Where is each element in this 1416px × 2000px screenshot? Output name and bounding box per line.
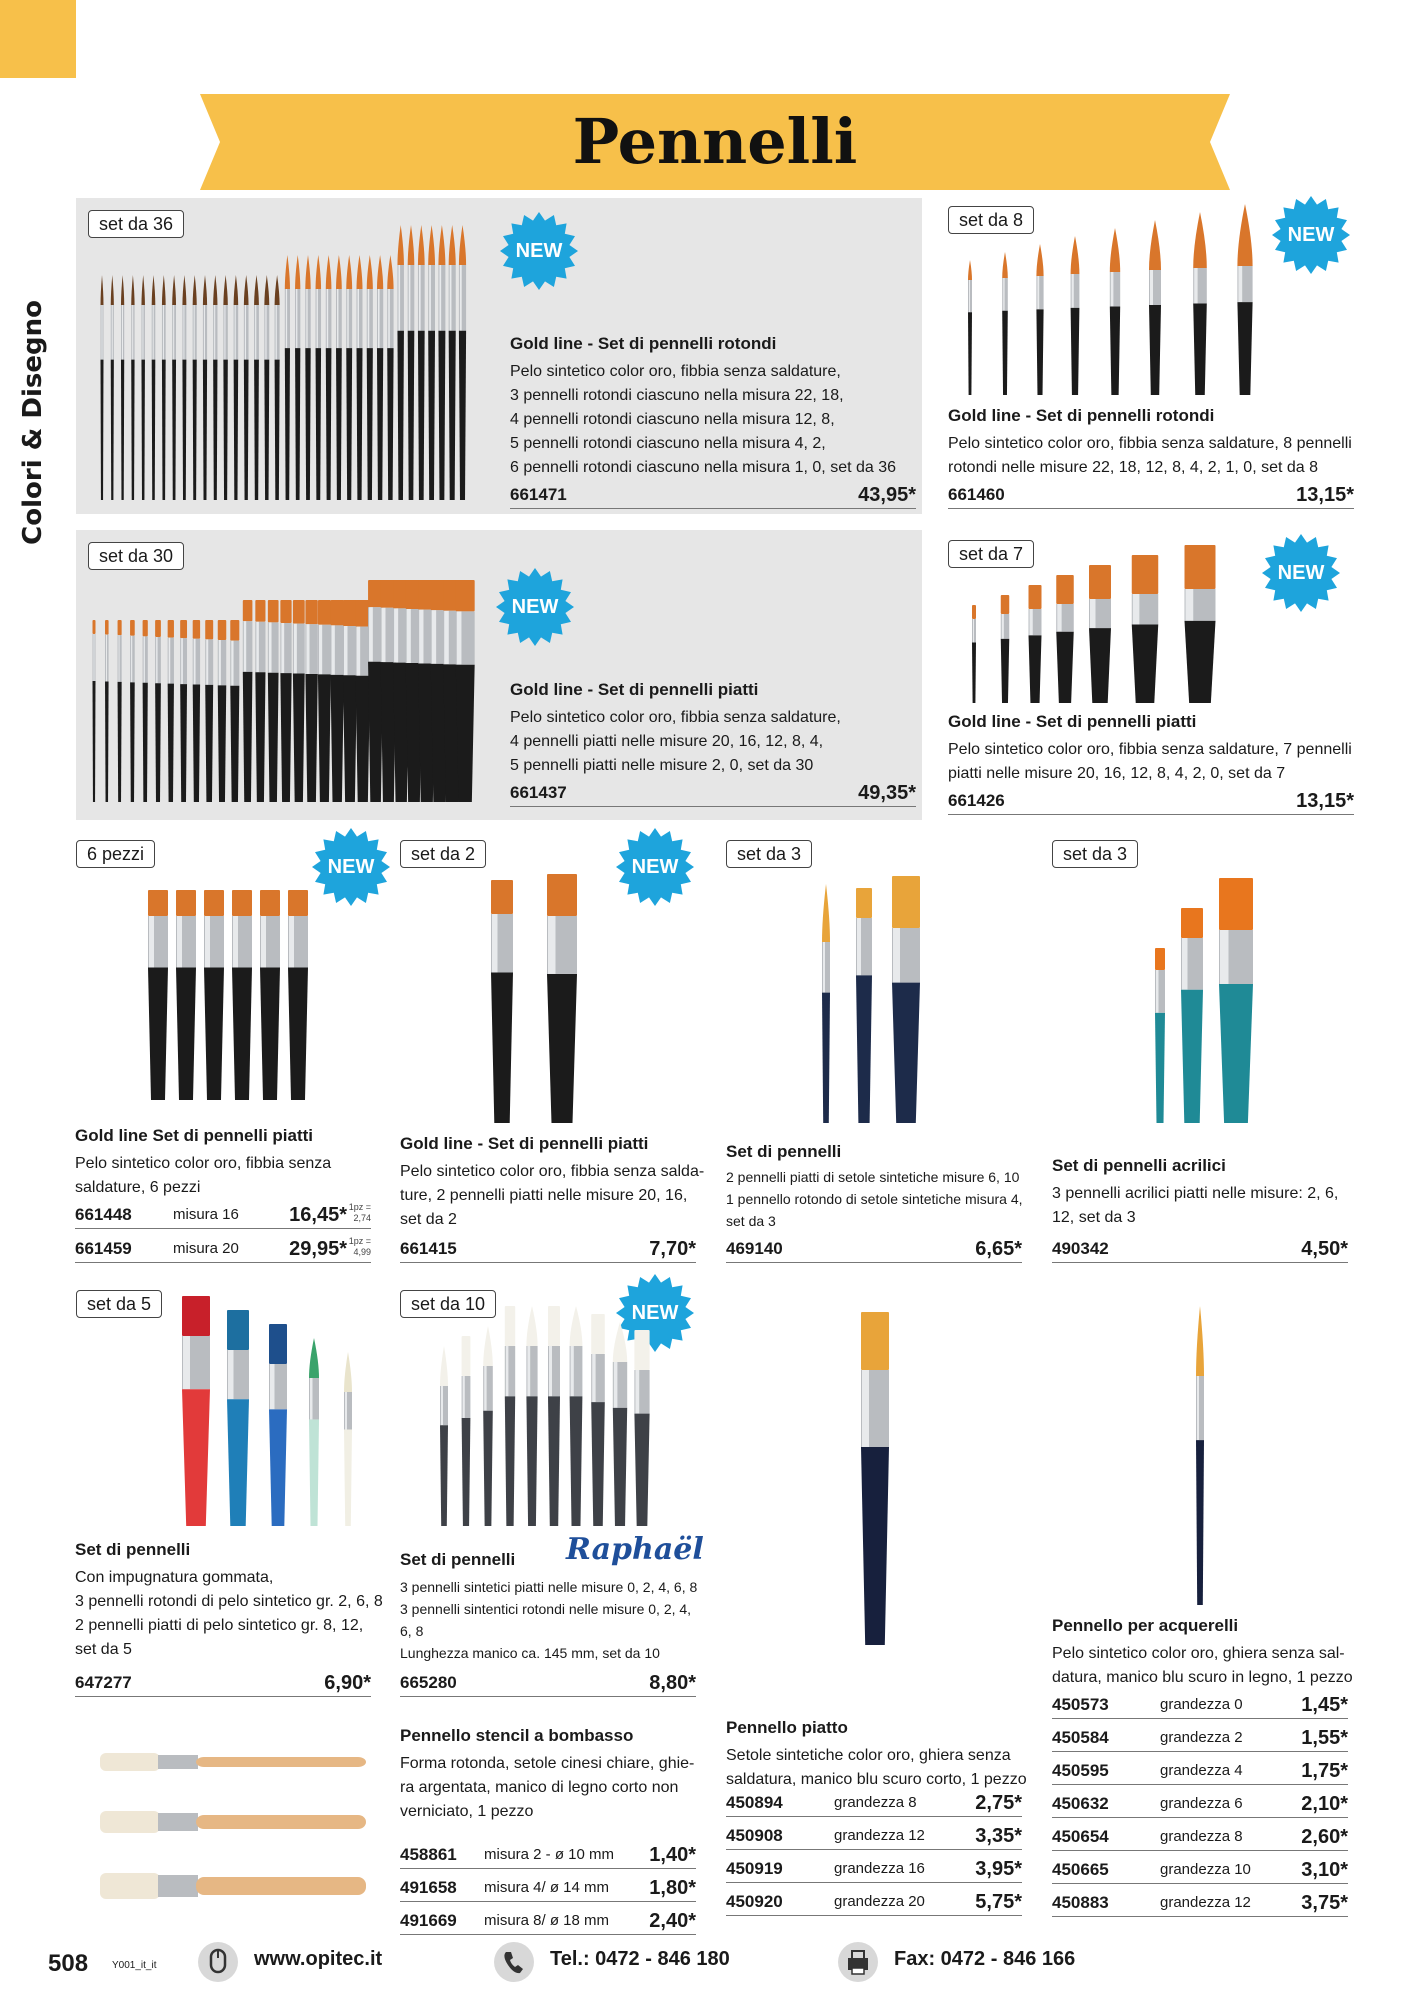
product-panel-p4 [924, 530, 928, 820]
brush [152, 275, 156, 500]
brush [295, 255, 300, 500]
stencil-brush-image [100, 1740, 370, 1920]
brush [244, 275, 249, 500]
price: 2,10* [1301, 1793, 1348, 1815]
article-number: 450632 [1052, 1794, 1109, 1813]
price: 2,75* [975, 1792, 1022, 1814]
unit-price-label: 1pz = [348, 1236, 371, 1246]
flat-brush-image [850, 1300, 900, 1650]
article-number: 450883 [1052, 1893, 1109, 1912]
brush [408, 225, 415, 500]
size: misura 4/ ø 14 mm [484, 1879, 610, 1896]
price-row [726, 1856, 1022, 1883]
brush [1089, 565, 1111, 703]
new-badge: NEW [616, 1274, 694, 1352]
brush [1036, 244, 1043, 395]
brush [547, 874, 577, 1123]
brush [182, 1296, 210, 1526]
set-tag: set da 3 [726, 840, 812, 868]
brush [591, 1314, 605, 1526]
brush [1110, 228, 1120, 395]
price-row [1052, 1857, 1348, 1884]
brush [260, 890, 280, 1100]
product-title: Set di pennelli [726, 1142, 842, 1161]
brush [1001, 595, 1010, 703]
brush [449, 225, 456, 500]
brush [822, 884, 830, 1123]
product-title: Set di pennelli [400, 1550, 516, 1569]
brush [1237, 204, 1252, 395]
brush [1056, 575, 1074, 703]
brush [105, 620, 109, 802]
product-title: Pennello per acquerelli [1052, 1616, 1239, 1635]
article-number: 450894 [726, 1793, 783, 1812]
brush [268, 600, 279, 802]
article-number: 450573 [1052, 1695, 1109, 1714]
brush [101, 275, 104, 500]
brush [223, 275, 227, 500]
product-description: Pelo sintetico color oro, fibbia senza saldature, 4 pennelli piatti nelle misure 20, 16, 12, 8, 4, 5 pennelli piatti nelle misure 2, 0, set da 30 [510, 709, 841, 774]
article-number: 450654 [1052, 1827, 1109, 1846]
new-badge: NEW [1272, 196, 1350, 274]
article-number: 661460 [948, 485, 1005, 504]
brush-set-image [960, 535, 1250, 705]
price-row [400, 1875, 696, 1902]
price: 3,10* [1301, 1859, 1348, 1881]
price: 16,45* [289, 1204, 347, 1226]
price-row [1052, 1758, 1348, 1785]
product-description: Pelo sintetico color oro, ghiera senza sal- datura, manico blu scuro in legno, 1 pezzo [1052, 1645, 1353, 1686]
price: 8,80* [649, 1672, 696, 1694]
brush [227, 1310, 249, 1526]
product-description: 3 pennelli sintetici piatti nelle misure 0, 2, 4, 6, 8 3 pennelli sintentici rotondi nelle misure 0, 2, 4, 6, 8 Lunghezza manico ca. 145 mm, set da 10 [400, 1579, 698, 1661]
product-description: Setole sintetiche color oro, ghiera senza saldatura, manico blu scuro corto, 1 pezzo [726, 1747, 1027, 1788]
price-row [726, 1236, 1022, 1263]
brush [440, 1346, 448, 1526]
price: 7,70* [649, 1238, 696, 1260]
new-badge: NEW [500, 212, 578, 290]
brush [548, 1306, 560, 1526]
price: 1,75* [1301, 1760, 1348, 1782]
price-row [75, 1202, 371, 1229]
brush [285, 255, 290, 500]
price: 2,60* [1301, 1826, 1348, 1848]
brush [526, 1306, 537, 1526]
brush [162, 275, 166, 500]
brush [180, 620, 187, 802]
brush [111, 275, 114, 500]
brush [118, 620, 122, 802]
new-badge: NEW [312, 828, 390, 906]
section-label: Colori & Disegno [18, 300, 48, 545]
price: 2,40* [649, 1910, 696, 1932]
price: 1,55* [1301, 1727, 1348, 1749]
brush [1181, 908, 1203, 1123]
set-tag: set da 3 [1052, 840, 1138, 868]
brush [356, 600, 371, 802]
article-number: 450908 [726, 1826, 783, 1845]
brush [1002, 252, 1008, 395]
brush [255, 600, 265, 802]
brush [264, 275, 269, 500]
brush-set-image [430, 1276, 660, 1532]
new-badge: NEW [616, 828, 694, 906]
brush [234, 275, 239, 500]
brush [100, 1873, 366, 1899]
price: 6,65* [975, 1238, 1022, 1260]
price-row [75, 1670, 371, 1697]
article-number: 450665 [1052, 1860, 1109, 1879]
article-number: 491658 [400, 1878, 457, 1897]
article-number: 490342 [1052, 1239, 1109, 1258]
brush [121, 275, 124, 500]
brush [230, 620, 239, 802]
article-number: 661426 [948, 791, 1005, 810]
brush [205, 620, 213, 802]
brush [155, 620, 161, 802]
price: 1,45* [1301, 1694, 1348, 1716]
product-description: Con impugnatura gommata, 3 pennelli rotondi di pelo sintetico gr. 2, 6, 8 2 pennelli piatti di pelo sintetico gr. 8, 12, set da 5 [75, 1569, 383, 1658]
product-title: Gold line Set di pennelli piatti [75, 1126, 314, 1145]
price: 3,95* [975, 1858, 1022, 1880]
brush-set-image [955, 190, 1275, 400]
price-row [400, 1908, 696, 1935]
brush [418, 225, 425, 500]
phone-icon [494, 1942, 534, 1982]
price: 3,35* [975, 1825, 1022, 1847]
brush [143, 620, 148, 802]
brush [1185, 545, 1216, 703]
brush [892, 876, 920, 1123]
size: grandezza 4 [1160, 1762, 1243, 1779]
size: grandezza 2 [1160, 1729, 1243, 1746]
brush [326, 255, 332, 500]
product-title: Set di pennelli [75, 1540, 191, 1559]
size: grandezza 12 [834, 1827, 925, 1844]
set-tag: set da 10 [400, 1290, 496, 1318]
brush [305, 255, 310, 500]
article-number: 450919 [726, 1859, 783, 1878]
set-tag: set da 30 [88, 542, 184, 570]
brush [218, 620, 227, 802]
price-row [510, 780, 916, 807]
brush [204, 890, 224, 1100]
brush [377, 255, 383, 500]
brush [193, 275, 197, 500]
product-title: Pennello stencil a bombasso [400, 1726, 634, 1745]
fax-number: Fax: 0472 - 846 166 [894, 1948, 1076, 1970]
brush [505, 1306, 515, 1526]
price: 1,40* [649, 1844, 696, 1866]
price-row [726, 1889, 1022, 1916]
brush [305, 600, 317, 802]
product-description: Pelo sintetico color oro, fibbia senza salda- ture, 2 pennelli piatti nelle misure 20, 16, set da 2 [400, 1163, 705, 1228]
phone-number: Tel.: 0472 - 846 180 [550, 1948, 730, 1970]
brush [130, 620, 135, 802]
article-number: 450920 [726, 1892, 783, 1911]
set-tag: 6 pezzi [76, 840, 155, 868]
size: grandezza 6 [1160, 1795, 1243, 1812]
price: 3,75* [1301, 1892, 1348, 1914]
brush [856, 888, 872, 1123]
brush-set-image [86, 570, 476, 810]
price: 43,95* [858, 484, 916, 506]
brush [131, 275, 134, 500]
brush-set-image [470, 868, 600, 1128]
article-number: 661448 [75, 1205, 132, 1224]
product-description: Pelo sintetico color oro, fibbia senza saldature, 8 pennelli rotondi nelle misure 22, 18, 12, 8, 4, 2, 1, 0, set da 8 [948, 435, 1352, 476]
size: misura 2 - ø 10 mm [484, 1846, 615, 1863]
brush [243, 600, 253, 802]
price-row [948, 482, 1354, 509]
article-number: 458861 [400, 1845, 457, 1864]
corner-accent [0, 0, 76, 78]
unit-price: 4,99 [353, 1247, 371, 1257]
brush [1193, 212, 1207, 395]
product-title: Gold line - Set di pennelli rotondi [948, 406, 1215, 425]
product-title: Gold line - Set di pennelli piatti [400, 1134, 649, 1153]
article-number: 661415 [400, 1239, 457, 1258]
product-title: Set di pennelli acrilici [1052, 1156, 1226, 1175]
brush [1196, 1306, 1204, 1605]
size: grandezza 10 [1160, 1861, 1251, 1878]
new-badge: NEW [496, 568, 574, 646]
unit-price-label: 1pz = [348, 1202, 371, 1212]
price: 5,75* [975, 1891, 1022, 1913]
brush [93, 620, 96, 802]
size: misura 8/ ø 18 mm [484, 1912, 610, 1929]
brush [634, 1330, 649, 1526]
brush-set-image [800, 868, 940, 1130]
size: misura 16 [173, 1206, 239, 1223]
product-title: Pennello piatto [726, 1718, 848, 1737]
brush [483, 1326, 493, 1526]
brush-set-image [92, 215, 472, 505]
new-badge: NEW [1262, 534, 1340, 612]
size: grandezza 16 [834, 1860, 925, 1877]
brush [269, 1324, 287, 1526]
brush [438, 225, 445, 500]
brush [570, 1306, 583, 1526]
product-description: Pelo sintetico color oro, fibbia senza saldature, 6 pezzi [75, 1155, 332, 1196]
brush [330, 600, 343, 802]
brush [491, 880, 513, 1123]
fax-icon [838, 1942, 878, 1982]
brush [344, 1352, 352, 1526]
brush [203, 275, 207, 500]
brush [387, 255, 393, 500]
brush [462, 1336, 471, 1526]
price-row [1052, 1725, 1348, 1752]
product-description: 3 pennelli acrilici piatti nelle misure: 2, 6, 12, set da 3 [1052, 1185, 1339, 1226]
set-tag: set da 5 [76, 1290, 162, 1318]
price: 13,15* [1296, 484, 1354, 506]
price-row [726, 1790, 1022, 1817]
brush [968, 260, 972, 395]
set-tag: set da 7 [948, 540, 1034, 568]
article-number: 661437 [510, 783, 567, 802]
brush [1155, 948, 1165, 1123]
article-number: 665280 [400, 1673, 457, 1692]
brush [141, 275, 144, 500]
size: grandezza 8 [1160, 1828, 1243, 1845]
brush [293, 600, 305, 802]
brush [343, 600, 357, 802]
brush [428, 225, 435, 500]
article-number: 661459 [75, 1239, 132, 1258]
brush [367, 255, 373, 500]
brush [176, 890, 196, 1100]
price-row [1052, 1824, 1348, 1851]
brush [254, 275, 259, 500]
brand-logo: Raphaël [566, 1532, 704, 1567]
brush-set-image [140, 880, 320, 1105]
price-row [726, 1823, 1022, 1850]
set-tag: set da 8 [948, 206, 1034, 234]
brush [148, 890, 168, 1100]
product-title: Gold line - Set di pennelli rotondi [510, 334, 777, 353]
unit-price: 2,74 [353, 1213, 371, 1223]
price-row [1052, 1791, 1348, 1818]
page-number: 508 [48, 1950, 89, 1977]
brush [1071, 236, 1080, 395]
brush [172, 275, 176, 500]
mouse-icon [198, 1942, 238, 1982]
brush [288, 890, 308, 1100]
page-title: Pennelli [572, 105, 858, 178]
brush [1219, 878, 1253, 1123]
brush [318, 600, 331, 802]
brush [213, 275, 217, 500]
product-description: Pelo sintetico color oro, fibbia senza saldature, 7 pennelli piatti nelle misure 20, 16, 12, 8, 4, 2, 0, set da 7 [948, 741, 1352, 782]
catalog-ref: Y001_it_it [112, 1960, 157, 1971]
product-title: Gold line - Set di pennelli piatti [948, 712, 1197, 731]
price: 1,80* [649, 1877, 696, 1899]
brush [100, 1753, 366, 1771]
brush-set-image [1140, 868, 1270, 1130]
price: 6,90* [324, 1672, 371, 1694]
brush [336, 255, 342, 500]
price-row [1052, 1692, 1348, 1719]
brush [613, 1322, 627, 1526]
brush [182, 275, 186, 500]
brush [456, 580, 475, 802]
brush [861, 1312, 889, 1645]
article-number: 647277 [75, 1673, 132, 1692]
brush [972, 605, 976, 703]
price: 13,15* [1296, 790, 1354, 812]
article-number: 450595 [1052, 1761, 1109, 1780]
product-title: Gold line - Set di pennelli piatti [510, 680, 759, 699]
price: 4,50* [1301, 1238, 1348, 1260]
product-description: 2 pennelli piatti di setole sintetiche misure 6, 10 1 pennello rotondo di setole sintetiche misura 4, set da 3 [726, 1169, 1023, 1229]
article-number: 450584 [1052, 1728, 1109, 1747]
article-number: 469140 [726, 1239, 783, 1258]
size: grandezza 20 [834, 1893, 925, 1910]
product-description: Forma rotonda, setole cinesi chiare, ghie- ra argentata, manico di legno corto non verniciato, 1 pezzo [400, 1755, 695, 1820]
price-row [400, 1670, 696, 1697]
brush [397, 225, 403, 500]
brush [1149, 220, 1161, 395]
brush [357, 255, 363, 500]
brush [1132, 555, 1159, 703]
set-tag: set da 36 [88, 210, 184, 238]
article-number: 491669 [400, 1911, 457, 1930]
brush [275, 275, 280, 500]
brush [100, 1811, 366, 1833]
brush [309, 1338, 319, 1526]
brush [280, 600, 291, 802]
price-row [1052, 1236, 1348, 1263]
price: 29,95* [289, 1238, 347, 1260]
price-row [400, 1236, 696, 1263]
title-banner [200, 94, 1230, 190]
price: 49,35* [858, 782, 916, 804]
price-row [948, 788, 1354, 815]
price-row [1052, 1890, 1348, 1917]
brush [193, 620, 200, 802]
brush-set-image [170, 1284, 390, 1532]
price-row [510, 482, 916, 509]
website-link[interactable]: www.opitec.it [254, 1948, 383, 1970]
brush [1029, 585, 1042, 703]
price-row [400, 1842, 696, 1869]
price-row [75, 1236, 371, 1263]
size: grandezza 12 [1160, 1894, 1251, 1911]
round-brush-image [1180, 1300, 1220, 1610]
brush [316, 255, 322, 500]
brush [168, 620, 174, 802]
size: misura 20 [173, 1240, 239, 1257]
brush [346, 255, 352, 500]
brush [459, 225, 466, 500]
size: grandezza 0 [1160, 1696, 1243, 1713]
article-number: 661471 [510, 485, 567, 504]
product-description: Pelo sintetico color oro, fibbia senza saldature, 3 pennelli rotondi ciascuno nella misura 22, 18, 4 pennelli rotondi ciascuno nella misura 12, 8, 5 pennelli rotondi ciascuno nella misura 4, 2, 6 pennelli rotondi ciascuno nella misura 1, 0, set da 36 [510, 363, 897, 476]
brush [232, 890, 252, 1100]
size: grandezza 8 [834, 1794, 917, 1811]
set-tag: set da 2 [400, 840, 486, 868]
